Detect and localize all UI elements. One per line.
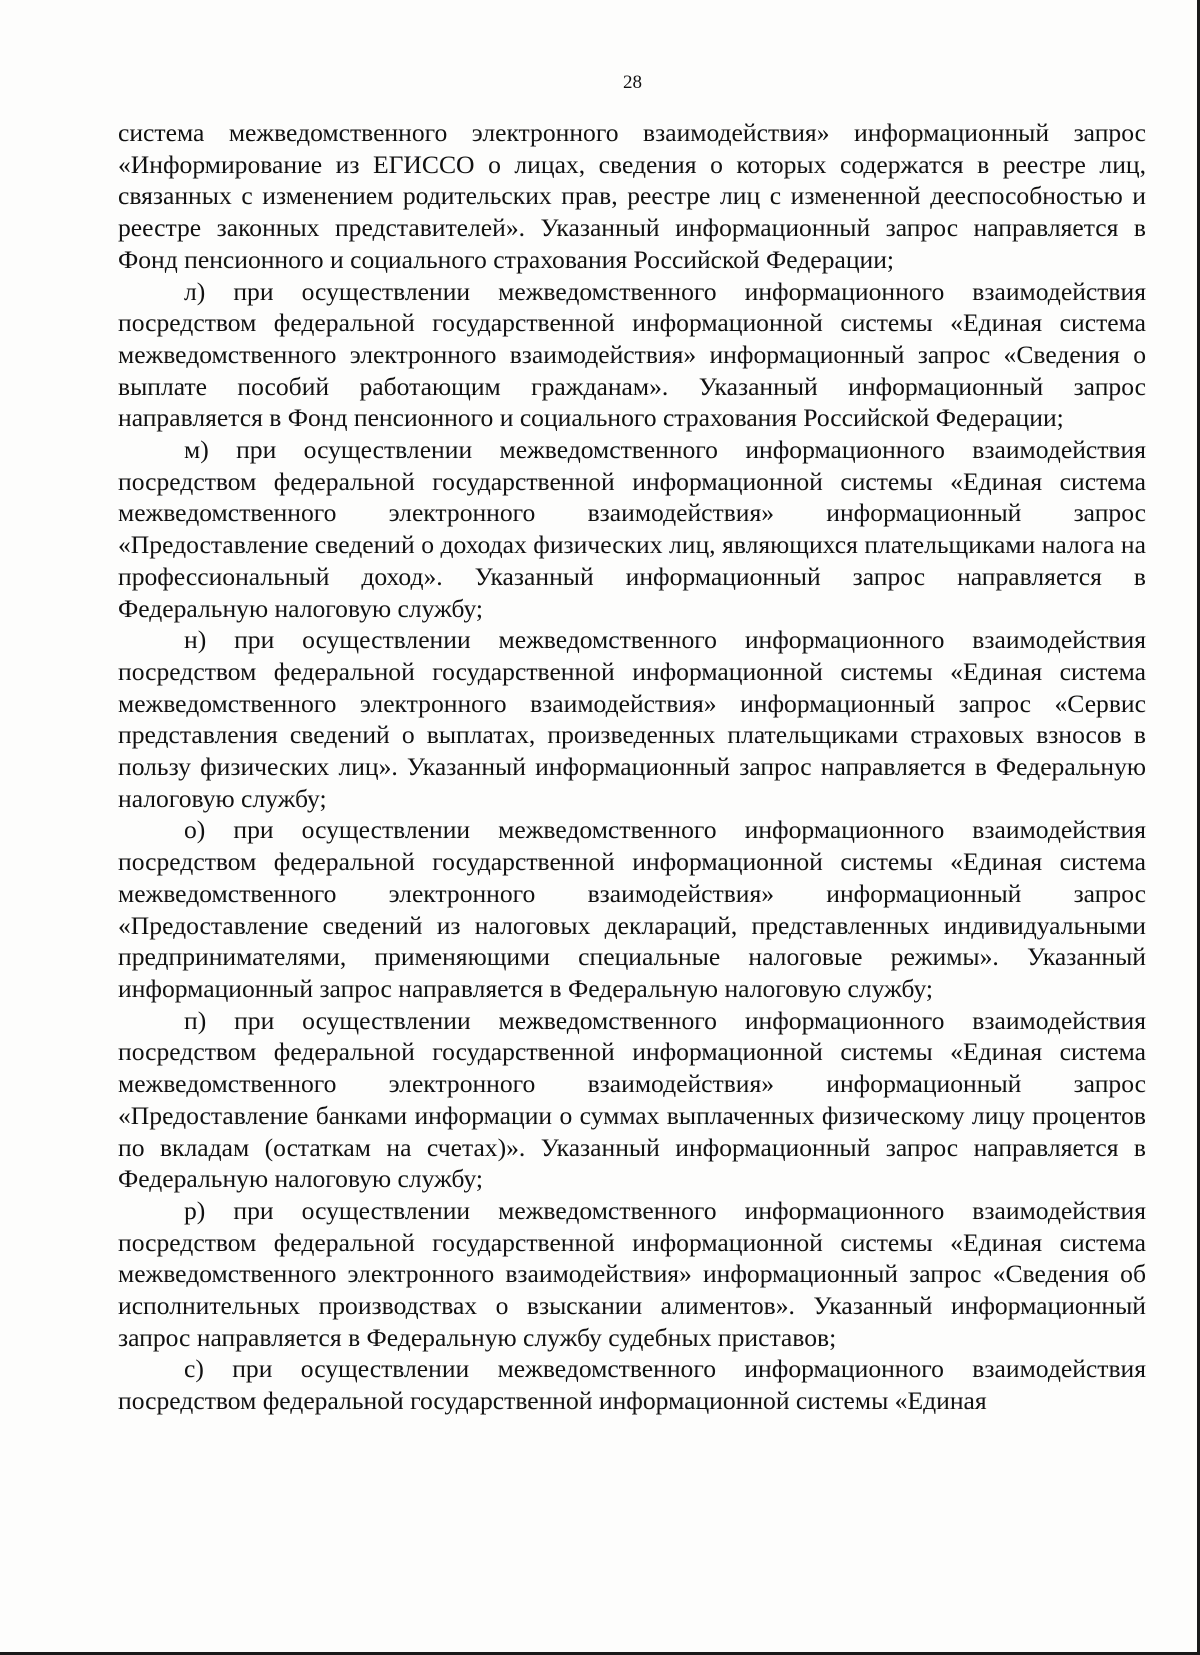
paragraph-item-n: н) при осуществлении межведомственного информационного взаимодействия посредством федеральной государственной информационной системы «Единая система межведомственного электронного взаимодействия» информационный запрос «Сервис представления сведений о выплатах, произведенных плательщиками страховых взносов в пользу физических лиц». Указанный информационный запрос направляется в Федеральную налоговую службу; [118, 625, 1146, 813]
paragraph-item-m: м) при осуществлении межведомственного информационного взаимодействия посредством федеральной государственной информационной системы «Единая система межведомственного электронного взаимодействия» информационный запрос «Предоставление сведений о доходах физических лиц, являющихся плательщиками налога на профессиональный доход». Указанный информационный запрос направляется в Федеральную налоговую службу; [118, 435, 1146, 623]
paragraph-item-r: р) при осуществлении межведомственного информационного взаимодействия посредством федеральной государственной информационной системы «Единая система межведомственного электронного взаимодействия» информационный запрос «Сведения об исполнительных производствах о взыскании алиментов». Указанный информационный запрос направляется в Федеральную службу судебных приставов; [118, 1195, 1146, 1352]
paragraph-continuation: система межведомственного электронного взаимодействия» информационный запрос «Информирование из ЕГИССО о лицах, сведения о которых содержатся в реестре лиц, связанных с изменением родительских прав, реестре лиц с измененной дееспособностью и реестре законных представителей». Указанный информационный запрос направляется в Фонд пенсионного и социального страхования Российской Федерации; [118, 118, 1146, 274]
paragraph-item-o: о) при осуществлении межведомственного информационного взаимодействия посредством федеральной государственной информационной системы «Единая система межведомственного электронного взаимодействия» информационный запрос «Предоставление сведений из налоговых деклараций, представленных индивидуальными предпринимателями, применяющими специальные налоговые режимы». Указанный информационный запрос направляется в Федеральную налоговую службу; [118, 815, 1146, 1003]
paragraph-item-s: с) при осуществлении межведомственного информационного взаимодействия посредством федеральной государственной информационной системы «Единая [118, 1354, 1146, 1416]
paragraph-item-p: п) при осуществлении межведомственного информационного взаимодействия посредством федеральной государственной информационной системы «Единая система межведомственного электронного взаимодействия» информационный запрос «Предоставление банками информации о суммах выплаченных физическому лицу процентов по вкладам (остаткам на счетах)». Указанный информационный запрос направляется в Федеральную налоговую службу; [118, 1005, 1146, 1194]
paragraph-item-l: л) при осуществлении межведомственного информационного взаимодействия посредством федеральной государственной информационной системы «Единая система межведомственного электронного взаимодействия» информационный запрос «Сведения о выплате пособий работающим гражданам». Указанный информационный запрос направляется в Фонд пенсионного и социального страхования Российской Федерации; [118, 276, 1146, 433]
page-number: 28 [623, 72, 642, 93]
document-body [118, 117, 1146, 1417]
